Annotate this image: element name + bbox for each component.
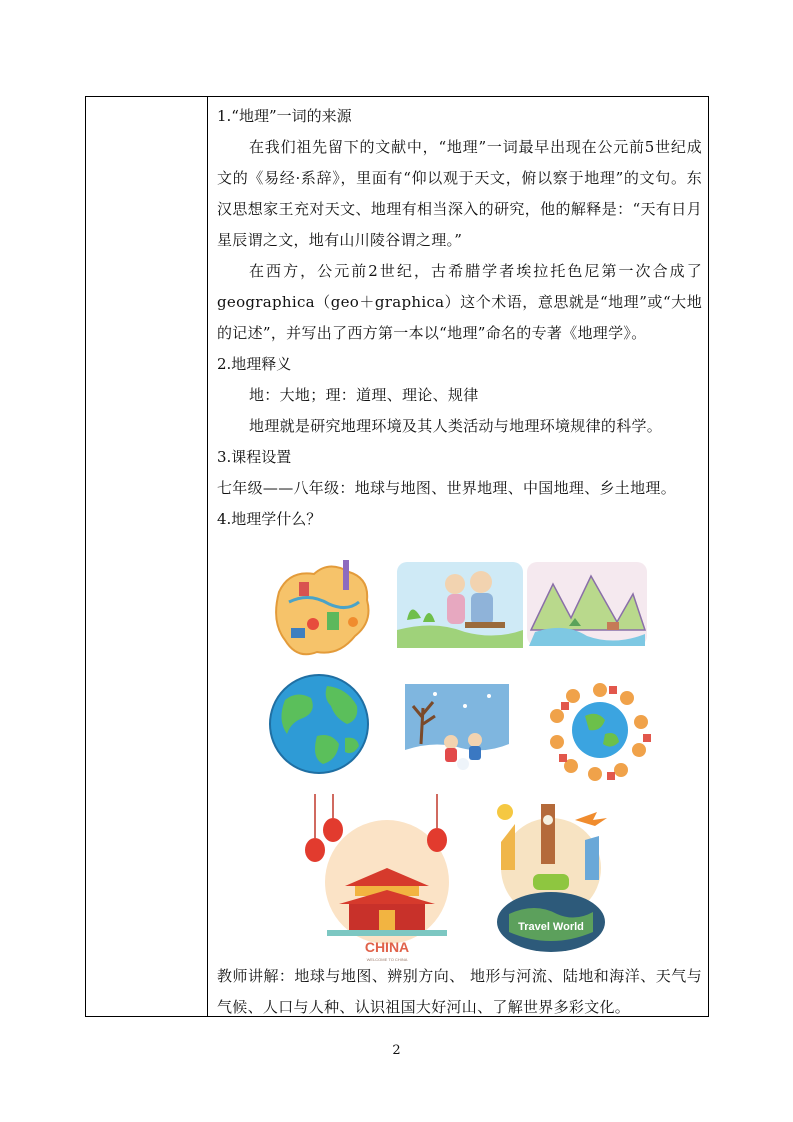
section-1-heading: 1.“地理”一词的来源 [217, 107, 352, 125]
section-1-paragraph-2: 在西方，公元前2世纪，古希腊学者埃拉托色尼第一次合成了geographica（geo＋graphica）这个术语，意思就是“地理”或“大地的记述”，并写出了西方第一本以“地理”命名的专著《地理学》。 [217, 262, 702, 342]
section-3-heading: 3.课程设置 [217, 448, 292, 466]
china-map-illustration [269, 552, 377, 664]
table-left-column [86, 97, 208, 1016]
travel-world-label: Travel World [518, 921, 584, 933]
china-sublabel: WELCOME TO CHINA [366, 957, 408, 962]
section-1-paragraph-1: 在我们祖先留下的文献中，“地理”一词最早出现在公元前5世纪成文的《易经·系辞》，里面有“仰以观于天文，俯以察于地理”的文句。东汉思想家王充对天文、地理有相当深入的研究，他的解释是：“天有日月星辰谓之文，地有山川陵谷谓之理。” [217, 138, 702, 249]
china-temple-illustration [299, 794, 469, 964]
globe-illustration [267, 672, 371, 776]
winter-children-illustration [405, 684, 509, 778]
china-label: CHINA [364, 939, 410, 955]
section-4-heading: 4.地理学什么？ [217, 510, 322, 528]
table-content-cell [209, 97, 708, 1016]
elderly-couple-illustration [395, 560, 525, 650]
mountain-landscape-illustration [525, 560, 649, 648]
section-2-heading: 2.地理释义 [217, 355, 292, 373]
children-around-world-illustration [545, 678, 655, 782]
teacher-note: 教师讲解：地球与地图、辨别方向、 地形与河流、陆地和海洋、天气与气候、人口与人种、认识祖国大好河山、了解世界多彩文化。 [217, 967, 702, 1016]
page-number: 2 [392, 1043, 401, 1058]
section-2-paragraph-1: 地：大地；理：道理、理论、规律 [249, 386, 479, 404]
illustration-collage [217, 538, 702, 961]
section-2-paragraph-2: 地理就是研究地理环境及其人类活动与地理环境规律的科学。 [249, 417, 663, 435]
section-3-paragraph: 七年级——八年级：地球与地图、世界地理、中国地理、乡土地理。 [217, 479, 677, 497]
travel-world-illustration [475, 790, 625, 960]
lesson-table [85, 96, 709, 1017]
